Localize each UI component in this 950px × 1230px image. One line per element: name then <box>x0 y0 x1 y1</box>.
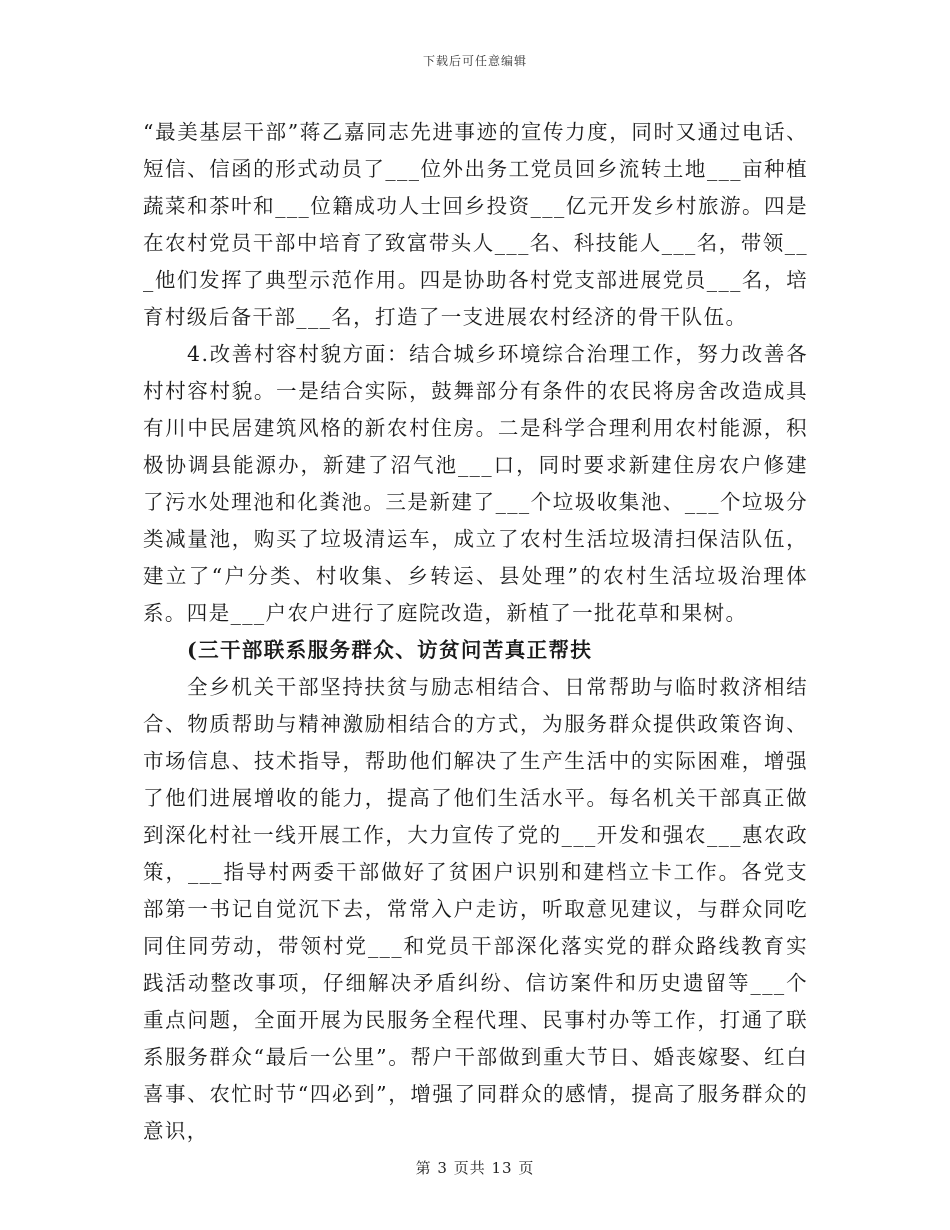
paragraph-village-appearance: 4.改善村容村貌方面：结合城乡环境综合治理工作，努力改善各村村容村貌。一是结合实际，鼓舞部分有条件的农民将房舍改造成具有川中民居建筑风格的新农村住房。二是科学合理利用农村能源，积极协调县能源办，新建了沼气池___口，同时要求新建住房农户修建了污水处理池和化粪池。三是新建了___个垃圾收集池、___个垃圾分类减量池，购买了垃圾清运车，成立了农村生活垃圾清扫保洁队伍，建立了“户分类、村收集、乡转运、县处理”的农村生活垃圾治理体系。四是___户农户进行了庭院改造，新植了一批花草和果树。 <box>143 342 808 625</box>
document-body <box>143 114 808 1150</box>
page-header: 下载后可任意编辑 <box>422 54 527 68</box>
paragraph-cadre-service: 全乡机关干部坚持扶贫与励志相结合、日常帮助与临时救济相结合、物质帮助与精神激励相结合的方式，为服务群众提供政策咨询、市场信息、技术指导，帮助他们解决了生产生活中的实际困难，增强了他们进展增收的能力，提高了他们生活水平。每名机关干部真正做到深化村社一线开展工作，大力宣传了党的___开发和强农___惠农政策，___指导村两委干部做好了贫困户识别和建档立卡工作。各党支部第一书记自觉沉下去，常常入户走访，听取意见建议，与群众同吃同住同劳动，带领村党___和党员干部深化落实党的群众路线教育实践活动整改事项，仔细解决矛盾纠纷、信访案件和历史遗留等___个重点问题，全面开展为民服务全程代理、民事村办等工作，打通了联系服务群众“最后一公里”。帮户干部做到重大节日、婚丧嫁娶、红白喜事、农忙时节“四必到”，增强了同群众的感情，提高了服务群众的意识， <box>143 675 808 1143</box>
paragraph-continued: “最美基层干部”蒋乙嘉同志先进事迹的宣传力度，同时又通过电话、短信、信函的形式动员了___位外出务工党员回乡流转土地___亩种植蔬菜和茶叶和___位籍成功人士回乡投资___亿元开发乡村旅游。四是在农村党员干部中培育了致富带头人___名、科技能人___名，带领___他们发挥了典型示范作用。四是协助各村党支部进展党员___名，培育村级后备干部___名，打造了一支进展农村经济的骨干队伍。 <box>143 120 808 329</box>
page-number-footer: 第 3 页共 13 页 <box>415 1159 535 1177</box>
section-heading: (三干部联系服务群众、访贫问苦真正帮扶 <box>187 638 593 662</box>
